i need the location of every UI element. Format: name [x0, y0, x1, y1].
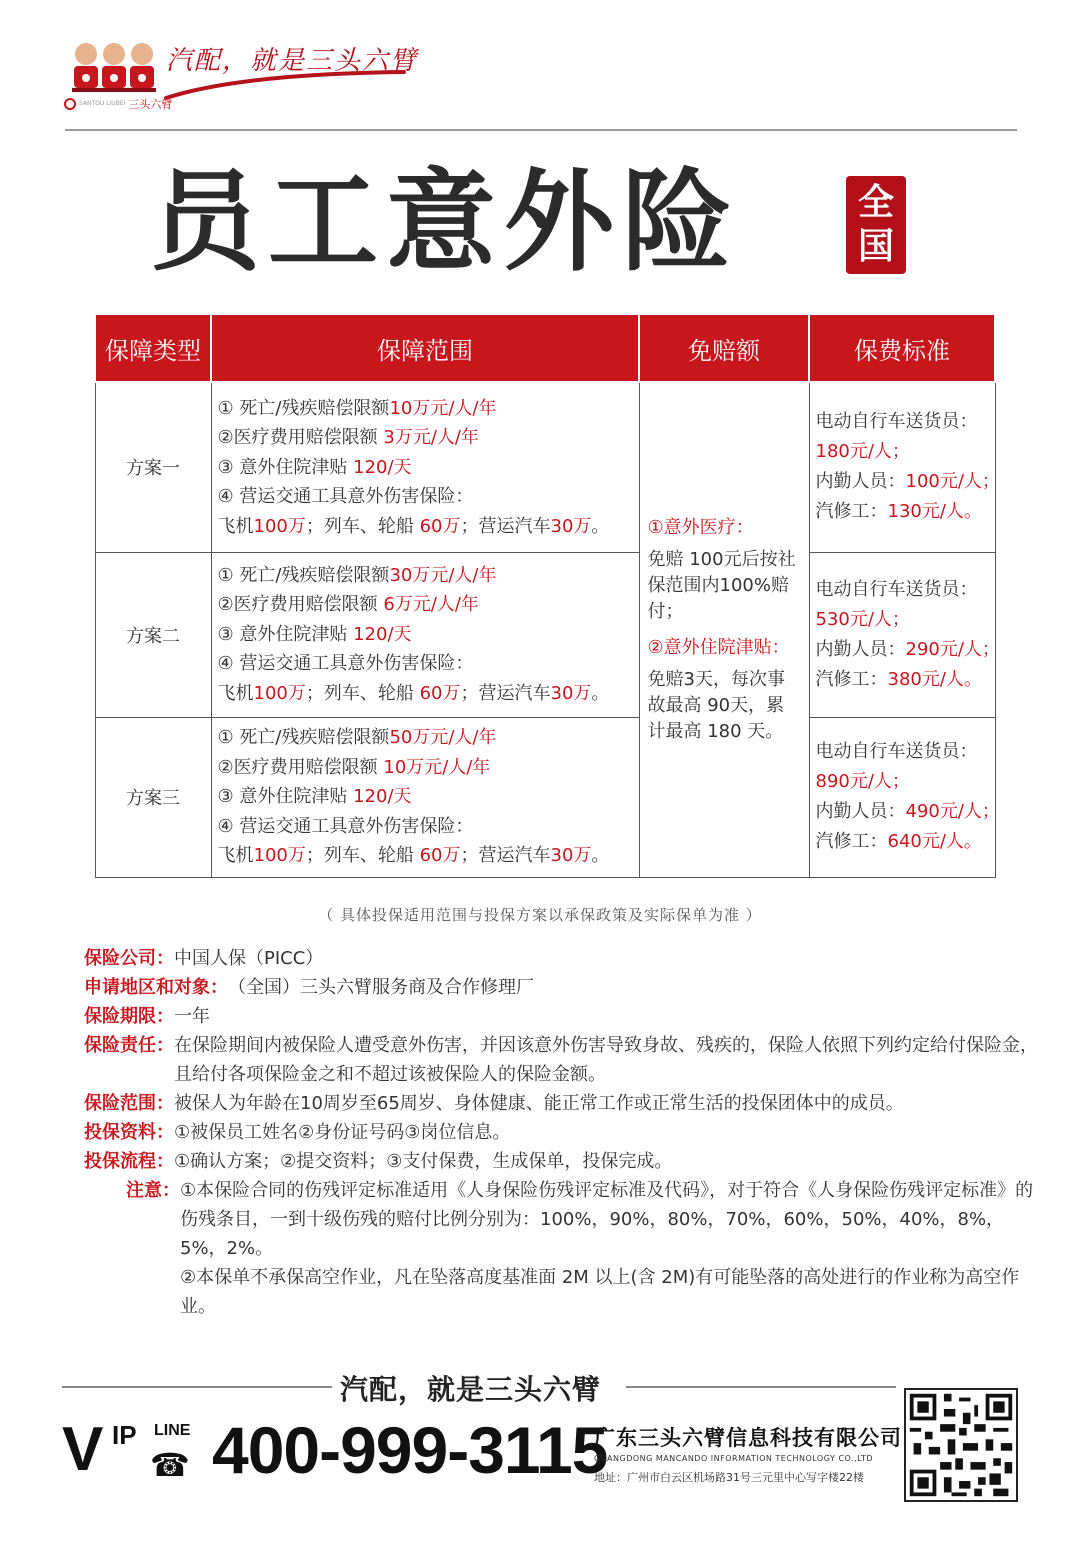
- badge-bottom: 国: [857, 226, 894, 267]
- table-header-row: [95, 314, 995, 382]
- page-title: 员工意外险: [150, 158, 740, 286]
- brand-tag-text: 三头六臂: [128, 98, 173, 111]
- plan-name: 方案一: [95, 382, 211, 552]
- footer-divider-left: [62, 1386, 332, 1388]
- company-info: [594, 1422, 902, 1485]
- brand-ring-icon: [64, 98, 76, 110]
- brand-tag: [64, 96, 172, 112]
- plan-name: 方案二: [95, 552, 211, 717]
- info-row-attention: 注意： ①本保险合同的伤残评定标准适用《人身保险伤残评定标准及代码》，对于符合《人身保险伤残评定标准》的伤残条目，一到十级伤残的赔付比例分别为：100%，90%，80%，70%，60%，50%，40%，8%，5%，2%。 ②本保单不承保高空作业，凡在坠落高度基准面 2M 以上(含 2M)有可能坠落的高处进行的作业称为高空作业。: [84, 1176, 1044, 1321]
- header-slogan: 汽配，就是三头六臂: [166, 46, 419, 76]
- plan-name: 方案三: [95, 717, 211, 877]
- company-name-cn: 广东三头六臂信息科技有限公司: [594, 1426, 902, 1450]
- table-row: [95, 382, 995, 552]
- company-name-en: GUANGDONG MANCANDO INFORMATION TECHNOLOGY CO.,LTD: [594, 1454, 873, 1463]
- header-divider: [65, 129, 1017, 131]
- hotline-number[interactable]: 400-999-3115: [212, 1413, 608, 1487]
- info-row-scope: 保险范围： 被保人为年龄在10周岁至65周岁、身体健康、能正常工作或正常生活的投保团体中的成员。: [84, 1093, 904, 1114]
- header-deductible: 免赔额: [639, 314, 809, 382]
- plans-table: [94, 313, 1000, 878]
- info-row-process: 投保流程： ①确认方案；②提交资料；③支付保费，生成保单，投保完成。: [84, 1151, 673, 1172]
- deductible-medical-text: 免赔 100元后按社保范围内100%赔付；: [647, 548, 796, 622]
- footer-divider-right: [626, 1386, 896, 1388]
- table-row: [95, 552, 995, 717]
- plan-premium: 电动自行车送货员： 890元/人； 内勤人员：490元/人； 汽修工：640元/人。: [809, 717, 995, 877]
- company-logo: [60, 30, 420, 116]
- disclaimer-note: （ 具体投保适用范围与投保方案以承保政策及实际保单为准 ）: [318, 906, 762, 924]
- deductible-cell: [639, 382, 809, 877]
- policy-info: [84, 944, 1044, 1321]
- info-row-docs: 投保资料： ①被保员工姓名②身份证号码③岗位信息。: [84, 1122, 511, 1143]
- header-premium: 保费标准: [809, 314, 995, 382]
- nationwide-badge: [846, 176, 906, 274]
- info-row-company: 保险公司： 中国人保（PICC）: [84, 948, 324, 969]
- header-type: 保障类型: [95, 314, 211, 382]
- header-scope: 保障范围: [211, 314, 639, 382]
- info-row-region: 申请地区和对象： （全国）三头六臂服务商及合作修理厂: [84, 977, 534, 998]
- plan-scope: ① 死亡/残疾赔偿限额50万元/人/年 ②医疗费用赔偿限额 10万元/人/年 ③ 意外住院津贴 120/天 ④ 营运交通工具意外伤害保险： 飞机100万；列车、轮船 60万；营运汽车30万。: [211, 717, 639, 877]
- deductible-hospital-title: ②意外住院津贴：: [647, 636, 790, 658]
- vip-line-logo: V IP LINE ☎: [62, 1415, 191, 1484]
- info-row-period: 保险期限： 一年: [84, 1006, 210, 1027]
- plan-scope: ① 死亡/残疾赔偿限额30万元/人/年 ②医疗费用赔偿限额 6万元/人/年 ③ 意外住院津贴 120/天 ④ 营运交通工具意外伤害保险： 飞机100万；列车、轮船 60万；营运汽车30万。: [211, 552, 639, 717]
- company-address: 地址：广州市白云区机场路31号三元里中心写字楼22楼: [594, 1471, 864, 1484]
- attention-text: ①本保险合同的伤残评定标准适用《人身保险伤残评定标准及代码》，对于符合《人身保险伤残评定标准》的伤残条目，一到十级伤残的赔付比例分别为：100%，90%，80%，70%，60%，50%，40%，8%，5%，2%。 ②本保单不承保高空作业，凡在坠落高度基准面 2M 以上(含 2M)有可能坠落的高处进行的作业称为高空作业。: [180, 1180, 1034, 1317]
- qr-code-icon[interactable]: [904, 1388, 1018, 1502]
- telephone-icon: ☎: [150, 1446, 190, 1484]
- plan-scope: ① 死亡/残疾赔偿限额10万元/人/年 ②医疗费用赔偿限额 3万元/人/年 ③ 意外住院津贴 120/天 ④ 营运交通工具意外伤害保险： 飞机100万；列车、轮船 60万；营运汽车30万。: [211, 382, 639, 552]
- badge-top: 全: [857, 182, 894, 223]
- plan-premium: 电动自行车送货员： 180元/人； 内勤人员：100元/人； 汽修工：130元/人。: [809, 382, 995, 552]
- info-row-liability: 保险责任： 在保险期间内被保险人遭受意外伤害，并因该意外伤害导致身故、残疾的，保险人依照下列约定给付保险金，且给付各项保险金之和不超过该被保险人的保险金额。: [84, 1035, 1038, 1085]
- plan-premium: 电动自行车送货员： 530元/人； 内勤人员：290元/人； 汽修工：380元/人。: [809, 552, 995, 717]
- deductible-hospital-text: 免赔3天，每次事故最高 90天，累计最高 180 天。: [647, 668, 785, 742]
- deductible-medical-title: ①意外医疗：: [647, 516, 754, 538]
- mascot-avatars-icon: [68, 36, 160, 98]
- footer-slogan: 汽配，就是三头六臂: [340, 1373, 602, 1406]
- brand-small-text: SANTOU LIUBEI: [79, 100, 126, 107]
- swoosh-stroke-icon: [160, 68, 410, 102]
- table-row: [95, 717, 995, 877]
